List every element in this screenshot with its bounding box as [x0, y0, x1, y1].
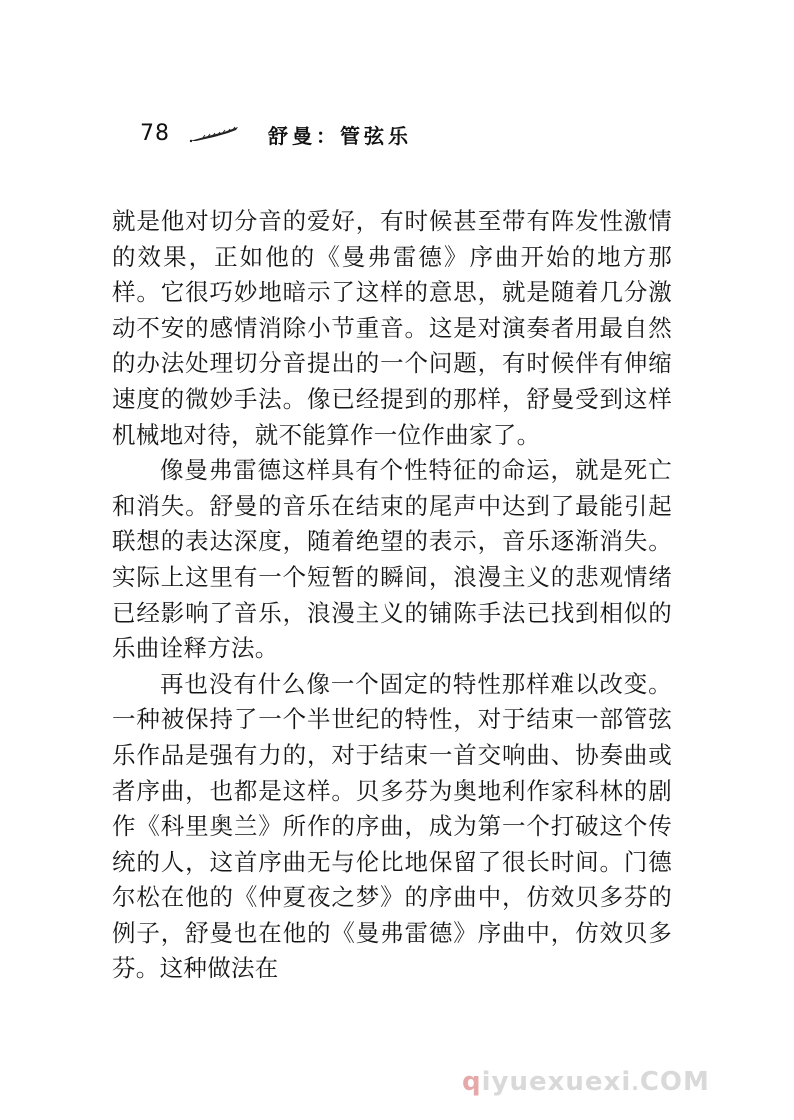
watermark-initial: q	[462, 1067, 482, 1097]
paragraph-continued: 就是他对切分音的爱好，有时候甚至带有阵发性激情的效果，正如他的《曼弗雷德》序曲开始的地方那样。它很巧妙地暗示了这样的意思，就是随着几分激动不安的感情消除小节重音。这是对演奏者用最自然的办法处理切分音提出的一个问题，有时候伴有伸缩速度的微妙手法。像已经提到的那样，舒曼受到这样机械地对待，就不能算作一位作曲家了。	[112, 207, 672, 449]
site-watermark	[462, 1067, 710, 1097]
body-text	[112, 204, 672, 987]
watermark-suffix: COM	[639, 1067, 710, 1097]
watermark-name: iyuexuexi	[481, 1067, 632, 1097]
quill-pen-icon	[188, 124, 240, 144]
page-number: 78	[140, 121, 170, 146]
running-title: 舒曼：管弦乐	[268, 124, 412, 148]
paragraph: 再也没有什么像一个固定的特性那样难以改变。一种被保持了一个半世纪的特性，对于结束一部管弦乐作品是强有力的，对于结束一首交响曲、协奏曲或者序曲，也都是这样。贝多芬为奥地利作家科林的剧作《科里奥兰》所作的序曲，成为第一个打破这个传统的人，这首序曲无与伦比地保留了很长时间。门德尔松在他的《仲夏夜之梦》的序曲中，仿效贝多芬的例子，舒曼也在他的《曼弗雷德》序曲中，仿效贝多芬。这种做法在	[112, 669, 672, 983]
paragraph: 像曼弗雷德这样具有个性特征的命运，就是死亡和消失。舒曼的音乐在结束的尾声中达到了最能引起联想的表达深度，随着绝望的表示，音乐逐渐消失。实际上这里有一个短暂的瞬间，浪漫主义的悲观情绪已经影响了音乐，浪漫主义的铺陈手法已找到相似的乐曲诠释方法。	[112, 456, 672, 663]
watermark-dot: .	[631, 1071, 640, 1095]
